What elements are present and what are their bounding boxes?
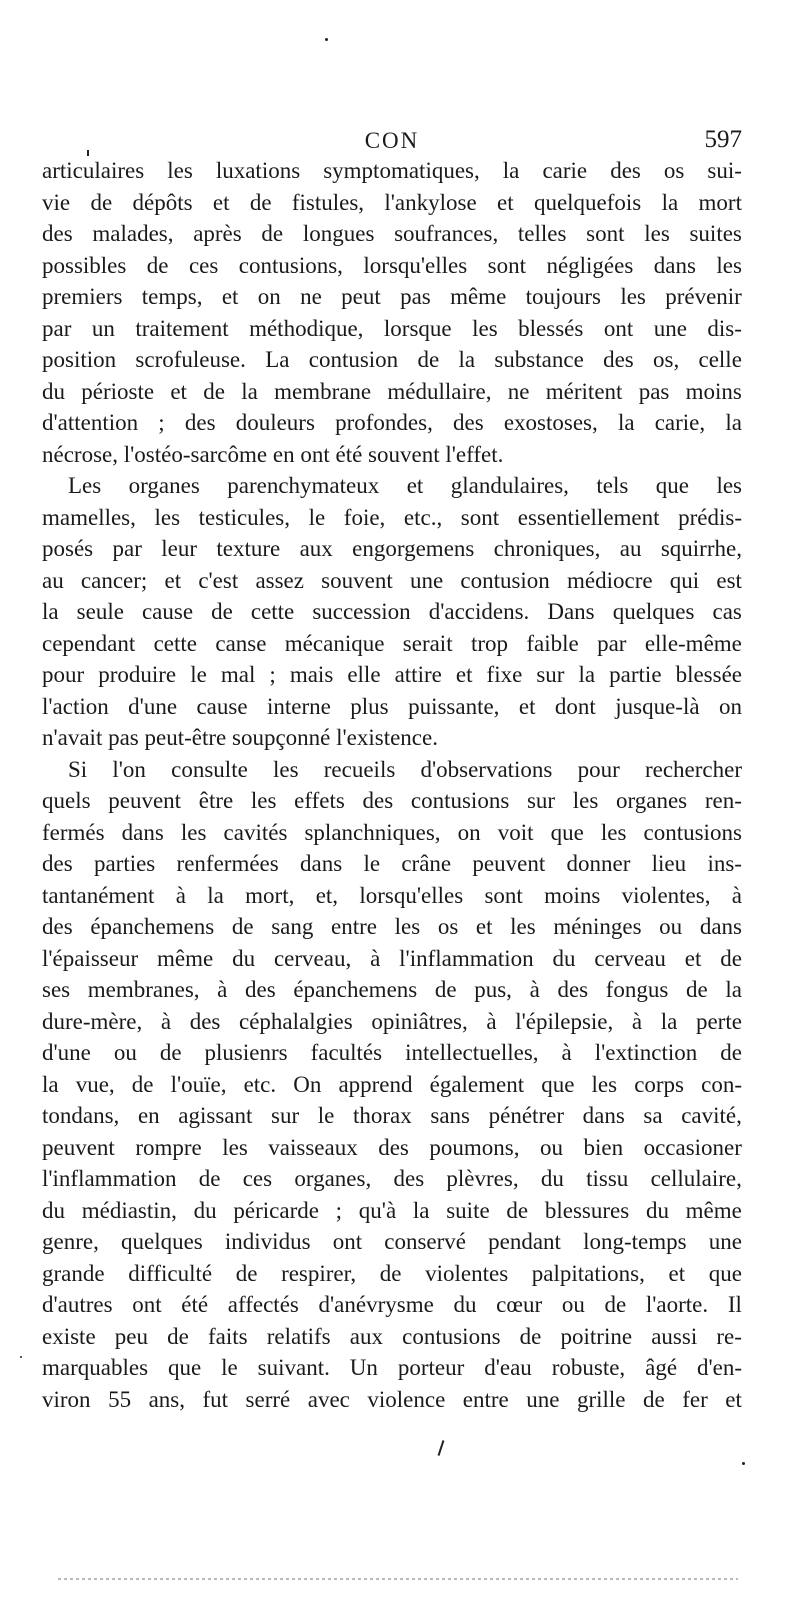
ink-speck xyxy=(742,1462,745,1465)
text-line: marquables que le suivant. Un porteur d'eau robuste, âgé d'en- xyxy=(42,1355,742,1380)
text-line: n'avait pas peut-être soupçonné l'existence. xyxy=(42,725,438,750)
text-line: peuvent rompre les vaisseaux des poumons, ou bien occasioner xyxy=(42,1134,742,1160)
text-line: quels peuvent être les effets des contusions sur les organes ren- xyxy=(42,788,742,813)
text-line: vie de dépôts et de fistules, l'ankylose et quelquefois la mort xyxy=(42,189,742,215)
text-line: position scrofuleuse. La contusion de la substance des os, celle xyxy=(42,347,742,372)
text-line: l'action d'une cause interne plus puissante, et dont jusque-là on xyxy=(42,693,742,719)
text-line: tantanément à la mort, et, lorsqu'elles sont moins violentes, à xyxy=(42,882,742,908)
ink-speck xyxy=(325,38,328,41)
text-line: Les organes parenchymateux et glandulaires, tels que les xyxy=(68,473,742,498)
text-line: premiers temps, et on ne peut pas même toujours les prévenir xyxy=(42,284,742,309)
text-line: articulaires les luxations symptomatiques, la carie des os sui- xyxy=(42,158,742,183)
bottom-edge-rule xyxy=(58,1578,738,1580)
text-line: viron 55 ans, fut serré avec violence entre une grille de fer et xyxy=(42,1386,742,1412)
ink-speck xyxy=(20,1356,22,1358)
text-line: genre, quelques individus ont conservé pendant long-temps une xyxy=(42,1229,742,1254)
text-line: d'attention ; des douleurs profondes, des exostoses, la carie, la xyxy=(42,410,742,435)
text-line: par un traitement méthodique, lorsque les blessés ont une dis- xyxy=(42,315,742,341)
text-line: d'autres ont été affectés d'anévrysme du cœur ou de l'aorte. Il xyxy=(42,1292,742,1317)
running-head: CON xyxy=(364,128,420,153)
text-line: grande difficulté de respirer, de violentes palpitations, et que xyxy=(42,1260,742,1286)
text-line: posés par leur texture aux engorgemens chroniques, au squirrhe, xyxy=(42,536,742,561)
text-line: au cancer; et c'est assez souvent une contusion médiocre qui est xyxy=(42,567,742,593)
text-line: d'une ou de plusienrs facultés intellectuelles, à l'extinction de xyxy=(42,1040,742,1065)
text-line: la seule cause de cette succession d'accidens. Dans quelques cas xyxy=(42,599,742,624)
text-line: des épanchemens de sang entre les os et les méninges ou dans xyxy=(42,914,742,939)
text-line: du périoste et de la membrane médullaire, ne méritent pas moins xyxy=(42,378,742,404)
text-line: mamelles, les testicules, le foie, etc., sont essentiellement prédis- xyxy=(42,504,742,530)
text-line: ses membranes, à des épanchemens de pus, à des fongus de la xyxy=(42,977,742,1002)
text-line: pour produire le mal ; mais elle attire et fixe sur la partie blessée xyxy=(42,662,742,687)
text-line: fermés dans les cavités splanchniques, on voit que les contusions xyxy=(42,819,742,845)
text-line: du médiastin, du péricarde ; qu'à la suite de blessures du même xyxy=(42,1197,742,1223)
text-line: la vue, de l'ouïe, etc. On apprend également que les corps con- xyxy=(42,1071,742,1097)
text-line: dure-mère, à des céphalalgies opiniâtres, à l'épilepsie, à la perte xyxy=(42,1008,742,1034)
text-line: possibles de ces contusions, lorsqu'elles sont négligées dans les xyxy=(42,252,742,278)
text-line: Si l'on consulte les recueils d'observations pour rechercher xyxy=(68,756,742,782)
text-line: existe peu de faits relatifs aux contusions de poitrine aussi re- xyxy=(42,1323,742,1349)
ink-mark xyxy=(438,1440,445,1456)
text-line: tondans, en agissant sur le thorax sans pénétrer dans sa cavité, xyxy=(42,1103,742,1128)
text-line: des parties renfermées dans le crâne peuvent donner lieu ins- xyxy=(42,851,742,876)
text-line: cependant cette canse mécanique serait trop faible par elle-même xyxy=(42,630,742,656)
text-line: des malades, après de longues soufrances, telles sont les suites xyxy=(42,221,742,246)
page-number: 597 xyxy=(704,126,742,153)
text-line: nécrose, l'ostéo-sarcôme en ont été souvent l'effet. xyxy=(42,441,504,467)
text-line: l'inflammation de ces organes, des plèvres, du tissu cellulaire, xyxy=(42,1166,742,1191)
body-text xyxy=(42,155,742,1415)
text-line: l'épaisseur même du cerveau, à l'inflammation du cerveau et de xyxy=(42,945,742,971)
